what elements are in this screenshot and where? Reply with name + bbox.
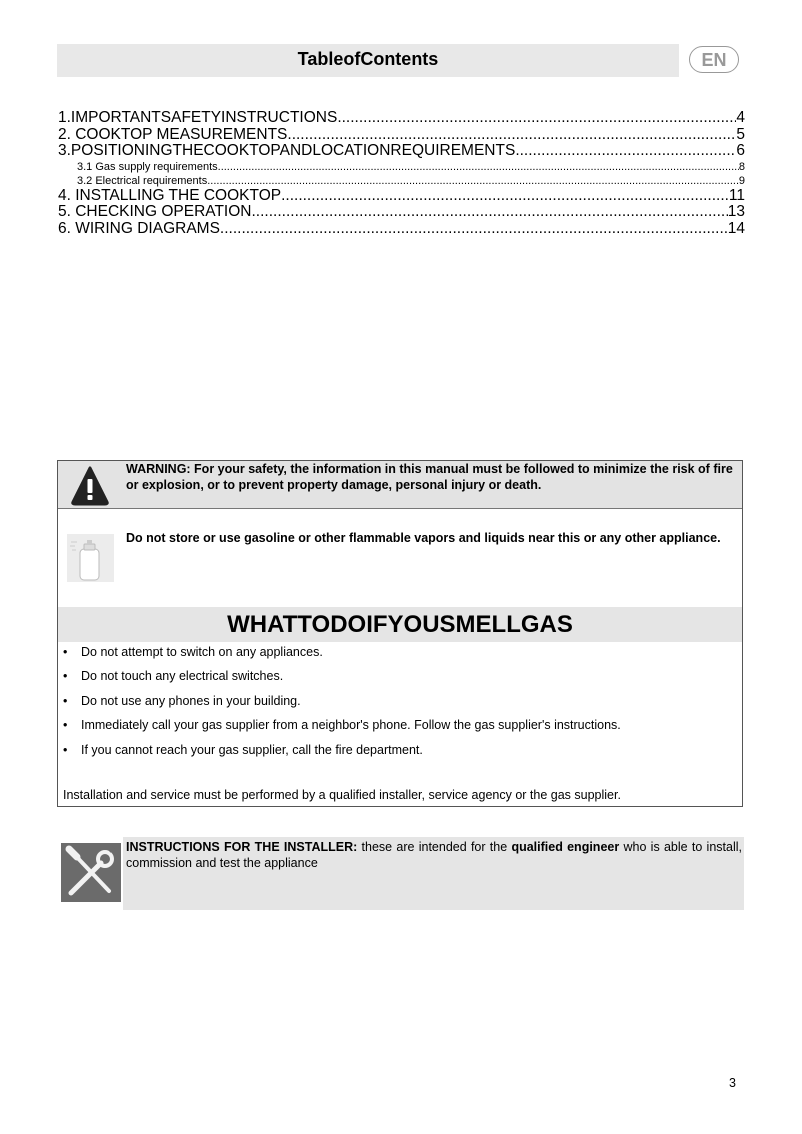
toc-entry-title: 3.POSITIONINGTHECOOKTOPANDLOCATIONREQUIREMENTS <box>58 142 516 159</box>
list-item: • If you cannot reach your gas supplier, call the fire department. <box>58 742 742 766</box>
installer-text-part: who is able to install, commission and test the appliance <box>126 840 742 870</box>
toc-entry-page: 11 <box>728 186 745 204</box>
installer-text-part: these are intended for the <box>357 840 512 854</box>
page-number: 3 <box>729 1076 736 1090</box>
toc-entry-title: 2. COOKTOP MEASUREMENTS <box>58 125 288 143</box>
installer-label: INSTRUCTIONS FOR THE INSTALLER: <box>126 840 358 854</box>
warning-triangle-icon <box>70 464 110 506</box>
toc-entry[interactable] <box>58 143 745 160</box>
toc-leader-dots <box>252 204 728 221</box>
language-badge: EN <box>689 46 739 73</box>
toc-entry[interactable] <box>58 110 745 127</box>
list-item: • Immediately call your gas supplier from a neighbor's phone. Follow the gas supplier's instructions. <box>58 717 742 741</box>
toc-leader-dots <box>287 127 736 144</box>
toc-entry-title: 3.2 Electrical requirements <box>77 174 208 187</box>
toc-subentry[interactable] <box>58 160 745 174</box>
tools-icon <box>61 843 121 902</box>
flammable-warning-text: Do not store or use gasoline or other flammable vapors and liquids near this or any other appliance. <box>126 531 721 545</box>
toc-entry-title: 1.IMPORTANTSAFETYINSTRUCTIONS <box>58 109 338 126</box>
toc-entry-page: 9 <box>738 174 745 187</box>
toc-leader-dots <box>220 221 728 238</box>
toc-entry-title: 3.1 Gas supply requirements <box>77 160 218 173</box>
toc-leader-dots <box>207 174 739 188</box>
toc-entry-title: 4. INSTALLING THE COOKTOP <box>58 186 282 204</box>
header-bar <box>57 44 679 77</box>
installer-text <box>126 839 742 871</box>
list-item: • Do not use any phones in your building. <box>58 693 742 717</box>
gas-smell-heading: WHATTODOIFYOUSMELLGAS <box>58 607 742 642</box>
gas-instructions-list <box>58 644 742 766</box>
toc-leader-dots <box>218 160 739 174</box>
installer-instructions-box <box>123 837 744 910</box>
toc-entry-page: 6 <box>736 142 745 159</box>
safety-warning-box <box>57 460 743 807</box>
list-item: • Do not attempt to switch on any appliances. <box>58 644 742 668</box>
toc-leader-dots <box>337 110 736 127</box>
toc-entry-page: 14 <box>727 219 745 237</box>
table-of-contents <box>58 110 745 237</box>
toc-leader-dots <box>515 143 736 160</box>
toc-entry-title: 6. WIRING DIAGRAMS <box>58 219 220 237</box>
toc-entry[interactable] <box>58 188 745 205</box>
toc-entry-page: 13 <box>727 203 745 220</box>
toc-entry-title: 5. CHECKING OPERATION <box>58 203 252 220</box>
toc-entry[interactable] <box>58 204 745 221</box>
toc-leader-dots <box>281 188 729 205</box>
qualified-engineer-text: qualified engineer <box>511 840 620 854</box>
gas-canister-icon <box>67 534 114 582</box>
list-item: • Do not touch any electrical switches. <box>58 668 742 692</box>
installation-note: Installation and service must be performed by a qualified installer, service agency or the gas supplier. <box>63 788 621 802</box>
toc-entry-page: 5 <box>736 125 745 143</box>
page-title: TableofContents <box>297 49 439 69</box>
toc-entry-page: 8 <box>738 160 745 173</box>
toc-entry[interactable] <box>58 221 745 238</box>
toc-entry[interactable] <box>58 127 745 144</box>
warning-header <box>58 461 742 509</box>
warning-text: WARNING: For your safety, the information in this manual must be followed to minimize the risk of fire or explosion, or to prevent property damage, personal injury or death. <box>126 462 733 492</box>
toc-entry-page: 4 <box>736 109 745 126</box>
toc-subentry[interactable] <box>58 174 745 188</box>
